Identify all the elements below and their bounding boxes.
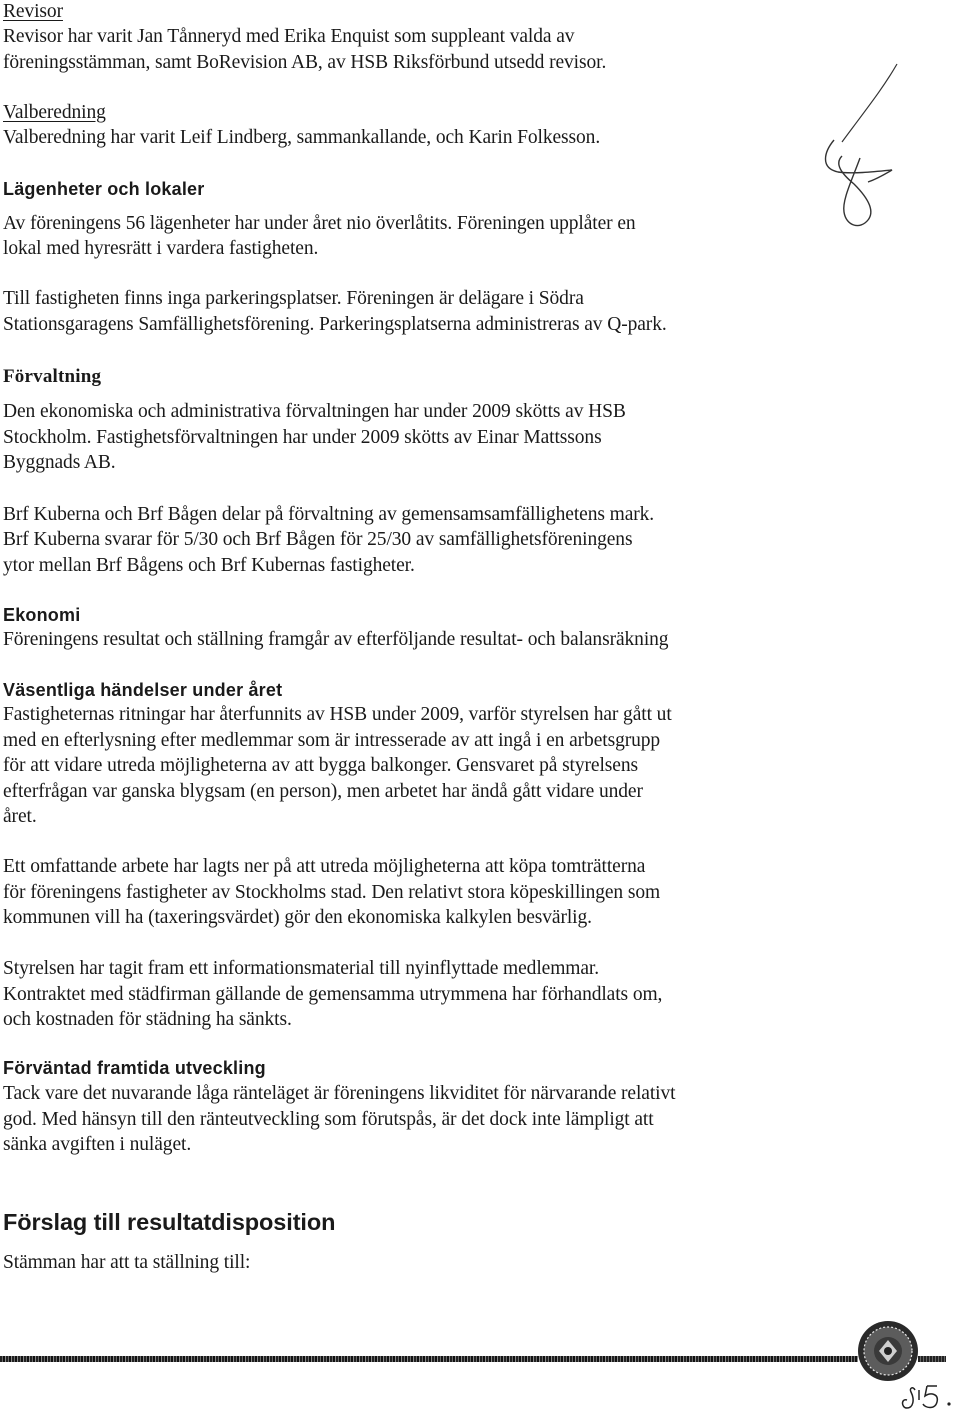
framtida-line-2: god. Med hänsyn till den ränteutveckling som förutspås, är det dock inte lämpligt att xyxy=(3,1109,654,1130)
footer-rule xyxy=(0,1356,858,1362)
revisor-heading: Revisor xyxy=(3,1,63,22)
forslag-line-1: Stämman har att ta ställning till: xyxy=(3,1252,251,1273)
handwritten-signature xyxy=(812,60,912,240)
vasentliga-line-8: kommunen vill ha (taxeringsvärdet) gör den ekonomiska kalkylen besvärlig. xyxy=(3,907,592,928)
revisor-line-1: Revisor har varit Jan Tånneryd med Erika Enquist som suppleant valda av xyxy=(3,26,575,47)
lagenheter-heading: Lägenheter och lokaler xyxy=(3,179,205,199)
vasentliga-line-2: med en efterlysning efter medlemmar som är intresserade av att ingå i en arbetsgrupp xyxy=(3,730,661,751)
vasentliga-heading: Väsentliga händelser under året xyxy=(3,680,283,700)
vasentliga-line-5: året. xyxy=(3,806,37,827)
lagenheter-line-2: lokal med hyresrätt i vardera fastigheten. xyxy=(3,238,319,259)
lagenheter-line-4: Stationsgaragens Samfällighetsförening. Parkeringsplatserna administreras av Q-park. xyxy=(3,314,667,335)
framtida-line-1: Tack vare det nuvarande låga ränteläget är föreningens likviditet för närvarande relativt xyxy=(3,1083,676,1104)
revisor-line-2: föreningsstämman, samt BoRevision AB, av HSB Riksförbund utsedd revisor. xyxy=(3,52,607,73)
vasentliga-line-9: Styrelsen har tagit fram ett informationsmaterial till nyinflyttade medlemmar. xyxy=(3,958,599,979)
lagenheter-line-1: Av föreningens 56 lägenheter har under året nio överlåtits. Föreningen upplåter en xyxy=(3,213,636,234)
vasentliga-line-3: för att vidare utreda möjligheterna av att bygga balkonger. Gensvaret på styrelsens xyxy=(3,755,638,776)
forvaltning-line-4: Brf Kuberna och Brf Bågen delar på förvaltning av gemensamsamfällighetens mark. xyxy=(3,504,655,525)
forvaltning-line-6: ytor mellan Brf Bågens och Brf Kubernas fastigheter. xyxy=(3,555,415,576)
footer-rule-end xyxy=(918,1356,946,1362)
vasentliga-line-7: för föreningens fastigheter av Stockholms stad. Den relativt stora köpeskillingen som xyxy=(3,882,661,903)
lagenheter-line-3: Till fastigheten finns inga parkeringsplatser. Föreningen är delägare i Södra xyxy=(3,288,584,309)
vasentliga-line-11: och kostnaden för städning ha sänkts. xyxy=(3,1009,292,1030)
forvaltning-line-3: Byggnads AB. xyxy=(3,452,116,473)
vasentliga-line-6: Ett omfattande arbete har lagts ner på att utreda möjligheterna att köpa tomträtterna xyxy=(3,856,646,877)
framtida-heading: Förväntad framtida utveckling xyxy=(3,1058,266,1078)
valberedning-heading: Valberedning xyxy=(3,102,106,123)
forvaltning-line-5: Brf Kuberna svarar för 5/30 och Brf Bågen för 25/30 av samfällighetsföreningens xyxy=(3,529,633,550)
stamp-seal xyxy=(855,1318,921,1384)
ekonomi-heading: Ekonomi xyxy=(3,605,81,625)
handwritten-page-mark xyxy=(897,1378,959,1412)
valberedning-line-1: Valberedning har varit Leif Lindberg, sammankallande, och Karin Folkesson. xyxy=(3,127,601,148)
forvaltning-line-2: Stockholm. Fastighetsförvaltningen har under 2009 skötts av Einar Mattssons xyxy=(3,427,602,448)
forvaltning-line-1: Den ekonomiska och administrativa förvaltningen har under 2009 skötts av HSB xyxy=(3,401,626,422)
forslag-heading: Förslag till resultatdisposition xyxy=(3,1209,336,1235)
vasentliga-line-1: Fastigheternas ritningar har återfunnits av HSB under 2009, varför styrelsen har gått ut xyxy=(3,704,672,725)
forvaltning-heading: Förvaltning xyxy=(3,366,102,387)
vasentliga-line-4: efterfrågan var ganska blygsam (en person), men arbetet har ändå gått vidare under xyxy=(3,781,643,802)
framtida-line-3: sänka avgiften i nuläget. xyxy=(3,1134,192,1155)
vasentliga-line-10: Kontraktet med städfirman gällande de gemensamma utrymmena har förhandlats om, xyxy=(3,984,663,1005)
ekonomi-line-1: Föreningens resultat och ställning framgår av efterföljande resultat- och balansräkning xyxy=(3,629,669,650)
